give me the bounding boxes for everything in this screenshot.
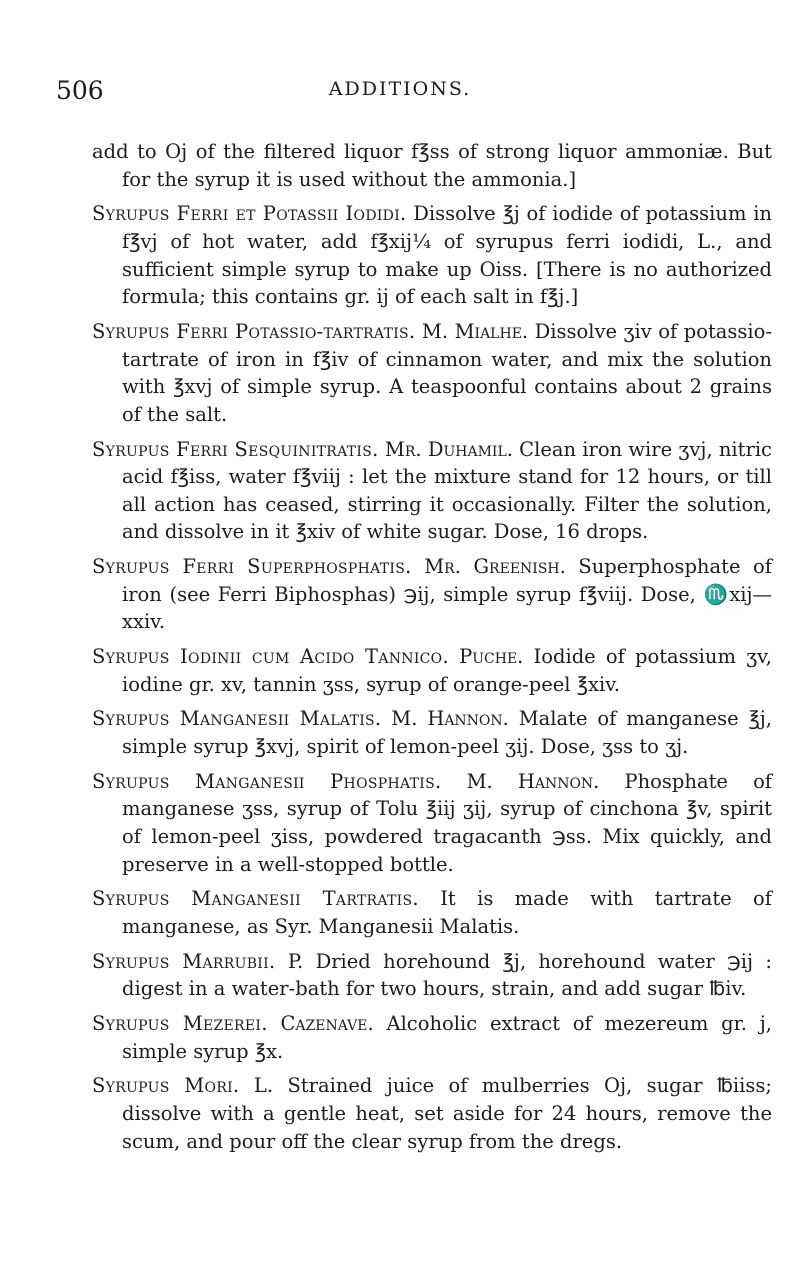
entry-name: Syrupus Iodinii cum Acido Tannico. [92, 645, 449, 669]
entry-author: M. Mialhe. [421, 319, 529, 343]
entry-syrupus-ferri-potassio-tartratis [92, 318, 772, 428]
entry-author: Cazenave. [280, 1012, 374, 1036]
entry-author: M. Hannon. [466, 769, 600, 793]
entry-name: Syrupus Ferri Superphosphatis. [92, 555, 412, 579]
entry-syrupus-iodinii-cum-acido-tannico [92, 643, 772, 698]
entry-name: Syrupus Manganesii Tartratis. [92, 887, 419, 911]
entry-text: Alcoholic extract of mezereum gr. j, simple syrup ℥x. [122, 1012, 772, 1063]
page-number: 506 [56, 76, 104, 105]
entry-syrupus-mori [92, 1072, 772, 1155]
continuation-paragraph [92, 138, 772, 193]
entry-syrupus-manganesii-phosphatis [92, 768, 772, 878]
entry-name: Syrupus Marrubii. [92, 949, 276, 973]
entry-author: P. [287, 949, 304, 973]
entry-name: Syrupus Manganesii Phosphatis. [92, 769, 442, 793]
entry-author: Mr. Greenish. [424, 555, 566, 579]
entry-text: Dissolve ʒiv of potassio-tartrate of iron in f℥iv of cinnamon water, and mix the solution with ℥xvj of simple syrup. A teaspoonful contains about 2 grains of the salt. [122, 319, 772, 426]
running-head [56, 76, 744, 106]
entry-text: Iodide of potassium ʒv, iodine gr. xv, tannin ʒss, syrup of orange-peel ℥xiv. [122, 645, 773, 696]
entry-text: Superphosphate of iron (see Ferri Biphosphas) ℈ij, simple syrup f℥viij. Dose, ♏xij—xxiv. [122, 555, 772, 634]
entry-text: Strained juice of mulberries Oj, sugar ℔iiss; dissolve with a gentle heat, set aside for 24 hours, remove the scum, and pour off the clear syrup from the dregs. [122, 1074, 772, 1153]
entry-author: Mr. Duhamil. [384, 437, 513, 461]
entry-text: Phosphate of manganese ʒss, syrup of Tolu ℥iij ʒij, syrup of cinchona ℥v, spirit of lemon-peel ʒiss, powdered tragacanth ℈ss. Mix quickly, and preserve in a well-stopped bottle. [122, 769, 773, 876]
entry-name: Syrupus Ferri Potassio-tartratis. [92, 319, 416, 343]
entry-text: add to Oj of the filtered liquor f℥ss of strong liquor ammoniæ. But for the syrup it is used without the ammonia.] [92, 140, 772, 191]
entry-syrupus-ferri-sesquinitratis [92, 436, 772, 546]
entry-name: Syrupus Mezerei. [92, 1012, 268, 1036]
entry-syrupus-ferri-superphosphatis [92, 553, 772, 636]
page-body [92, 138, 772, 1162]
entry-name: Syrupus Manganesii Malatis. [92, 707, 382, 731]
entry-author: Puche. [459, 645, 524, 669]
entry-author: M. Hannon. [391, 707, 509, 731]
entry-syrupus-marrubii [92, 948, 772, 1003]
entry-syrupus-manganesii-tartratis [92, 885, 772, 940]
running-title: ADDITIONS. [328, 78, 472, 100]
entry-text: Clean iron wire ʒvj, nitric acid f℥iss, water f℥viij : let the mixture stand for 12 hours, or till all action has ceased, stirring it occasionally. Filter the solution, and dissolve in it ℥xiv of white sugar. Dose, 16 drops. [122, 437, 772, 544]
entry-author: L. [253, 1074, 274, 1098]
entry-text: Malate of manganese ℥j, simple syrup ℥xvj, spirit of lemon-peel ʒij. Dose, ʒss to ʒj. [122, 707, 773, 758]
entry-text: Dried horehound ℥j, horehound water ℈ij : digest in a water-bath for two hours, strain, and add sugar ℔iv. [122, 949, 772, 1001]
entry-name: Syrupus Ferri Sesquinitratis. [92, 437, 379, 461]
entry-text: It is made with tartrate of manganese, as Syr. Manganesii Malatis. [122, 887, 772, 938]
entry-name: Syrupus Mori. [92, 1074, 240, 1098]
entry-syrupus-ferri-et-potassii-iodidi [92, 200, 772, 310]
entry-name: Syrupus Ferri et Potassii Iodidi. [92, 202, 407, 226]
entry-syrupus-mezerei [92, 1010, 772, 1065]
entry-syrupus-manganesii-malatis [92, 705, 772, 760]
entry-text: Dissolve ℥j of iodide of potassium in f℥vj of hot water, add f℥xij¼ of syrupus ferri iodidi, L., and sufficient simple syrup to make up Oiss. [There is no authorized formula; this contains gr. ij of each salt in f℥j.] [122, 202, 772, 309]
